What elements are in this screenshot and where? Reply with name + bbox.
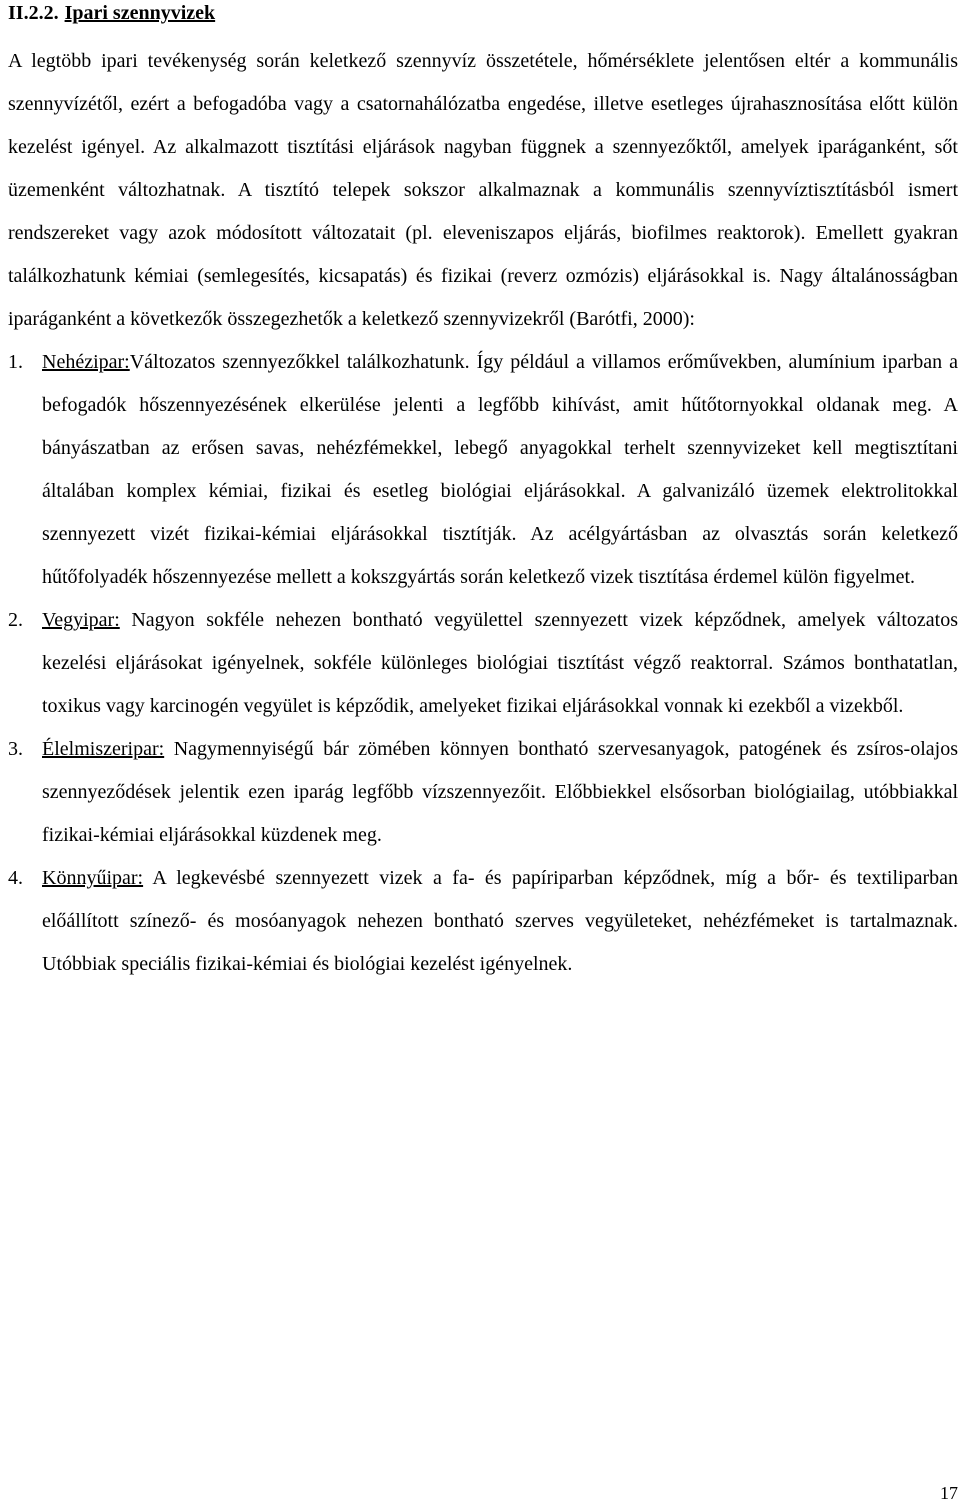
list-item-light-industry [8, 857, 958, 986]
list-item-term: Vegyipar: [42, 609, 120, 631]
list-item-term: Nehézipar: [42, 351, 130, 373]
list-item-term: Élelmiszeripar: [42, 738, 165, 760]
list-item-number: 4. [8, 867, 23, 889]
list-item-food-industry [8, 728, 958, 857]
page-number: 17 [940, 1483, 958, 1503]
list-item-text: Változatos szennyezőkkel találkozhatunk. Így például a villamos erőművekben, alumínium iparban a befogadók hőszennyezésének elkerülése jelenti a legfőbb kihívást, amit hűtőtornyokkal oldanak meg. A bányászatban az erősen savas, nehézfémekkel, lebegő anyagokkal terhelt szennyvizeket kell megtisztítani általában komplex kémiai, fizikai és esetleg biológiai eljárásokkal. A galvanizáló üzemek elektrolitokkal szennyezett vizét fizikai-kémiai eljárásokkal tisztítják. Az acélgyártásban az olvasztás során keletkező hűtőfolyadék hőszennyezése mellett a kokszgyártás során keletkező vizek tisztítása érdemel külön figyelmet. [42, 351, 958, 588]
list-item-body [42, 599, 958, 728]
list-item-number: 2. [8, 609, 23, 631]
list-item-body [42, 341, 958, 599]
list-item-text: Nagymennyiségű bár zömében könnyen bontható szervesanyagok, patogének és zsíros-olajos szennyeződések jelentik ezen iparág legfőbb vízszennyezőit. Előbbiekkel elsősorban biológiailag, utóbbiakkal fizikai-kémiai eljárásokkal küzdenek meg. [42, 738, 958, 846]
list-item-body [42, 857, 958, 986]
list-item-number: 3. [8, 738, 23, 760]
list-item-body [42, 728, 958, 857]
document-page [8, 0, 958, 986]
list-item-heavy-industry [8, 341, 958, 599]
list-item-text: A legkevésbé szennyezett vizek a fa- és papíriparban képződnek, míg a bőr- és textiliparban előállított színező- és mosóanyagok nehezen bontható szerves vegyületeket, nehézfémeket is tartalmaznak. Utóbbiak speciális fizikai-kémiai és biológiai kezelést igényelnek. [42, 867, 958, 975]
list-item-term: Könnyűipar: [42, 867, 144, 889]
section-title: Ipari szennyvizek [64, 2, 216, 24]
list-item-number: 1. [8, 351, 23, 373]
section-heading [8, 0, 958, 25]
industry-list [8, 341, 958, 986]
intro-paragraph: A legtöbb ipari tevékenység során keletkező szennyvíz összetétele, hőmérséklete jelentősen eltér a kommunális szennyvízétől, ezért a befogadóba vagy a csatornahálózatba engedése, illetve esetleges újrahasznosítása előtt külön kezelést igényel. Az alkalmazott tisztítási eljárások nagyban függnek a szennyezőktől, amelyek iparáganként, sőt üzemenként változhatnak. A tisztító telepek sokszor alkalmaznak a kommunális szennyvíztisztításból ismert rendszereket vagy azok módosított változatait (pl. eleveniszapos eljárás, biofilmes reaktorok). Emellett gyakran találkozhatunk kémiai (semlegesítés, kicsapatás) és fizikai (reverz ozmózis) eljárásokkal is. Nagy általánosságban iparáganként a következők összegezhetők a keletkező szennyvizekről (Barótfi, 2000): [8, 50, 958, 330]
section-number: II.2.2. [8, 2, 59, 24]
list-item-text: Nagyon sokféle nehezen bontható vegyülettel szennyezett vizek képződnek, amelyek változatos kezelési eljárásokat igényelnek, sokféle különleges biológiai tisztítást végző reaktorral. Számos bonthatatlan, toxikus vagy karcinogén vegyület is képződik, amelyeket fizikai eljárásokkal vonnak ki ezekből a vizekből. [42, 609, 958, 717]
list-item-chemical-industry [8, 599, 958, 728]
